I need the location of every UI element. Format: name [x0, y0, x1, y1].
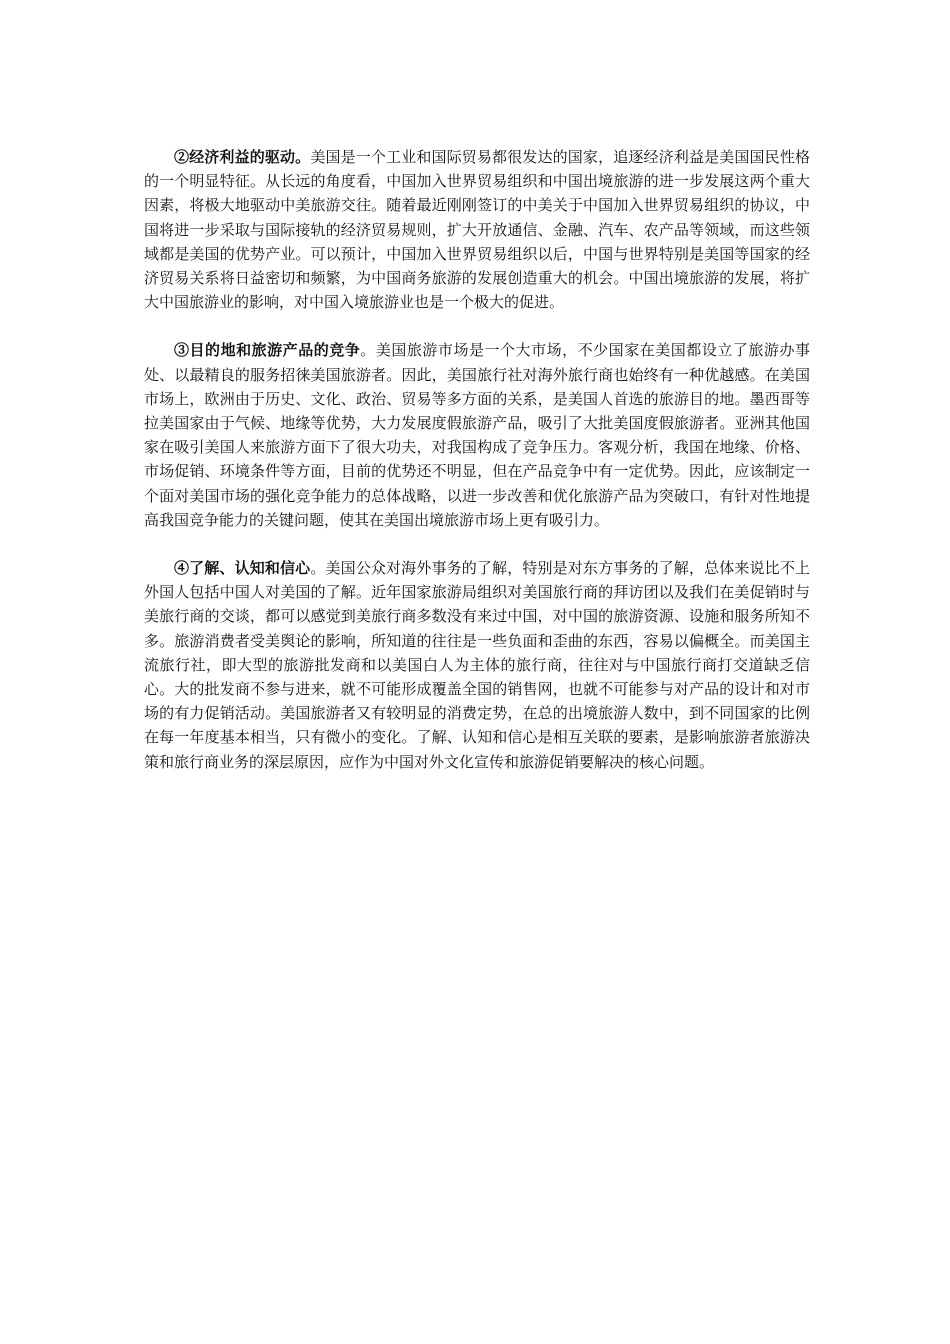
paragraph-understanding-confidence	[144, 556, 810, 774]
paragraph-text: 。美国公众对海外事务的了解，特别是对东方事务的了解，总体来说比不上外国人包括中国人对美国的了解。近年国家旅游局组织对美国旅行商的拜访团以及我们在美促销时与美旅行商的交谈，都可以感觉到美旅行商多数没有来过中国，对中国的旅游资源、设施和服务所知不多。旅游消费者受美舆论的影响，所知道的往往是一些负面和歪曲的东西，容易以偏概全。而美国主流旅行社，即大型的旅游批发商和以美国白人为主体的旅行商，往往对与中国旅行商打交道缺乏信心。大的批发商不参与进来，就不可能形成覆盖全国的销售网，也就不可能参与对产品的设计和对市场的有力促销活动。美国旅游者又有较明显的消费定势，在总的出境旅游人数中，到不同国家的比例在每一年度基本相当，只有微小的变化。了解、认知和信心是相互关联的要素，是影响旅游者旅游决策和旅行商业务的深层原因，应作为中国对外文化宣传和旅游促销要解决的核心问题。	[144, 559, 810, 771]
paragraph-text: 。美国旅游市场是一个大市场，不少国家在美国都设立了旅游办事处、以最精良的服务招徕美国旅游者。因此，美国旅行社对海外旅行商也始终有一种优越感。在美国市场上，欧洲由于历史、文化、政治、贸易等多方面的关系，是美国人首选的旅游目的地。墨西哥等拉美国家由于气候、地缘等优势，大力发展度假旅游产品，吸引了大批美国度假旅游者。亚洲其他国家在吸引美国人来旅游方面下了很大功夫，对我国构成了竞争压力。客观分析，我国在地缘、价格、市场促销、环境条件等方面，目前的优势还不明显，但在产品竞争中有一定优势。因此，应该制定一个面对美国市场的强化竞争能力的总体战略，以进一步改善和优化旅游产品为突破口，有针对性地提高我国竞争能力的关键问题，使其在美国出境旅游市场上更有吸引力。	[144, 341, 810, 529]
paragraph-destination-competition	[144, 338, 810, 532]
document-body	[144, 145, 810, 798]
paragraph-text: 美国是一个工业和国际贸易都很发达的国家，追逐经济利益是美国国民性格的一个明显特征。从长远的角度看，中国加入世界贸易组织和中国出境旅游的进一步发展这两个重大因素，将极大地驱动中美旅游交往。随着最近刚刚签订的中美关于中国加入世界贸易组织的协议，中国将进一步采取与国际接轨的经济贸易规则，扩大开放通信、金融、汽车、农产品等领域，而这些领域都是美国的优势产业。可以预计，中国加入世界贸易组织以后，中国与世界特别是美国等国家的经济贸易关系将日益密切和频繁，为中国商务旅游的发展创造重大的机会。中国出境旅游的发展，将扩大中国旅游业的影响，对中国入境旅游业也是一个极大的促进。	[144, 148, 810, 312]
paragraph-heading: ④了解、认知和信心	[174, 559, 311, 578]
paragraph-heading: ③目的地和旅游产品的竞争	[174, 341, 361, 360]
paragraph-economic-interest	[144, 145, 810, 314]
paragraph-heading: ②经济利益的驱动。	[174, 148, 311, 166]
